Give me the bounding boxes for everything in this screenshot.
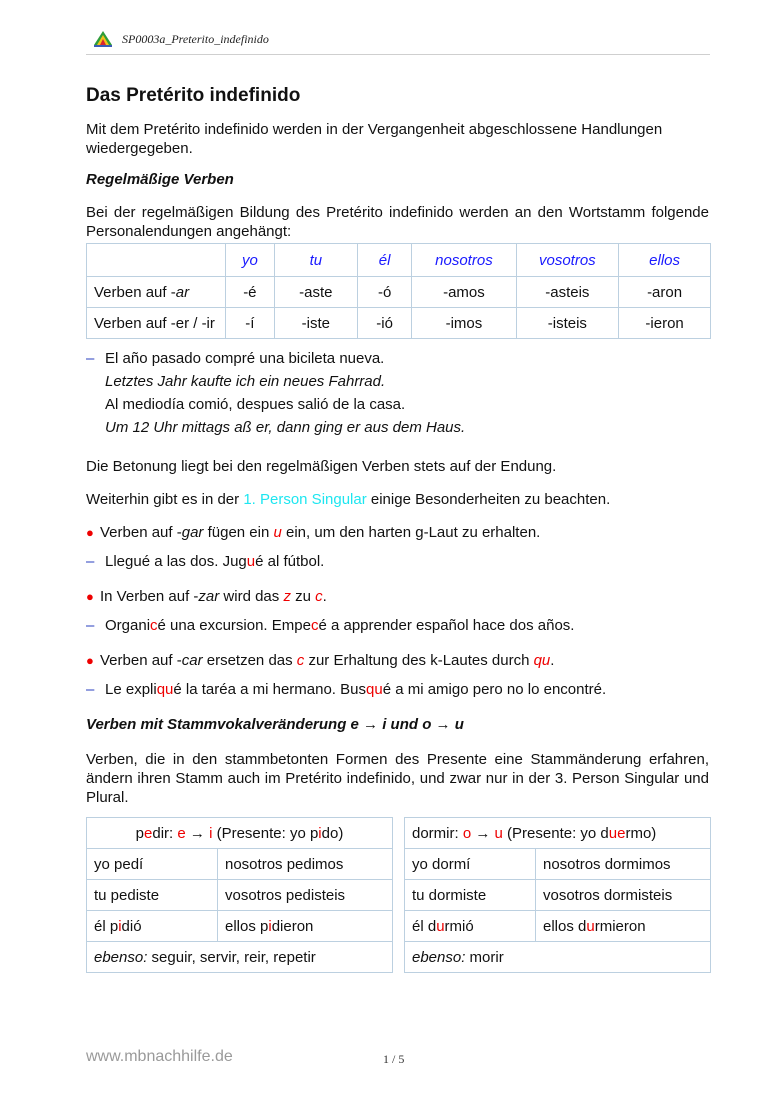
main-content	[86, 84, 709, 973]
conj-cell: él pidió	[87, 911, 218, 942]
intro-text: Mit dem Pretérito indefinido werden in der Vergangenheit abgeschlossene Handlungen wiedergegeben.	[86, 121, 663, 157]
endings-header-tu: tu	[274, 244, 357, 277]
conj-cell: nosotros pedimos	[218, 849, 393, 880]
endings-header-el: él	[357, 244, 411, 277]
stem-tables	[86, 817, 711, 973]
endings-cell: -ió	[357, 308, 411, 339]
conj-cell: ellos pidieron	[218, 911, 393, 942]
endings-row-label: Verben auf -ar	[87, 277, 226, 308]
bullet-icon: ●	[86, 589, 94, 604]
pedir-ebenso: ebenso: seguir, servir, reir, repetir	[87, 942, 393, 973]
highlight-first-person: 1. Person Singular	[243, 491, 367, 508]
endings-cell: -é	[226, 277, 275, 308]
endings-table	[86, 243, 711, 339]
example-de: Letztes Jahr kaufte ich ein neues Fahrrad.	[105, 373, 386, 390]
example-gar: – Llegué a las dos. Jugué al fútbol.	[86, 553, 325, 570]
endings-cell: -imos	[412, 308, 516, 339]
endings-cell: -ieron	[619, 308, 711, 339]
document-id: SP0003a_Preterito_indefinido	[122, 31, 269, 46]
dormir-ebenso: ebenso: morir	[405, 942, 711, 973]
endings-cell: -ó	[357, 277, 411, 308]
endings-header-nosotros: nosotros	[412, 244, 516, 277]
conj-cell: tu pediste	[87, 880, 218, 911]
section-heading-regular: Regelmäßige Verben	[86, 171, 234, 188]
endings-header-empty	[87, 244, 226, 277]
endings-row-ar	[87, 277, 711, 308]
example-car: – Le expliqué la taréa a mi hermano. Busqué a mi amigo pero no lo encontré.	[86, 681, 607, 698]
example-es: Al mediodía comió, despues salió de la casa.	[105, 396, 406, 413]
regular-examples	[86, 347, 709, 439]
endings-header-vosotros: vosotros	[516, 244, 619, 277]
page-header	[92, 26, 269, 52]
conj-cell: vosotros pedisteis	[218, 880, 393, 911]
endings-header-ellos: ellos	[619, 244, 711, 277]
conj-cell: vosotros dormisteis	[536, 880, 711, 911]
dormir-title: dormir: o → u (Presente: yo duermo)	[405, 818, 711, 849]
stem-change-text: Verben, die in den stammbetonten Formen des Presente eine Stammänderung erfahren, ändern ihren Stamm auch im Pretérito indefinido, und zwar nur in der 3. Person Singular und Plural.	[86, 751, 709, 806]
endings-cell: -amos	[412, 277, 516, 308]
example-zar: – Organicé una excursion. Empecé a apprender español hace dos años.	[86, 617, 575, 634]
stress-note: Die Betonung liegt bei den regelmäßigen Verben stets auf der Endung.	[86, 458, 557, 475]
bullet-icon: ●	[86, 653, 94, 668]
conj-cell: él durmió	[405, 911, 536, 942]
section-heading-stem-change: Verben mit Stammvokalveränderung e → i und o → u	[86, 716, 464, 733]
conj-cell: yo dormí	[405, 849, 536, 880]
example-es: El año pasado compré una bicileta nueva.	[105, 350, 385, 367]
mbnachhilfe-logo-icon	[92, 30, 114, 48]
page-title: Das Pretérito indefinido	[86, 85, 301, 106]
regular-text: Bei der regelmäßigen Bildung des Pretérito indefinido werden an den Wortstamm folgende Personalendungen angehängt:	[86, 204, 709, 240]
page-number: 1 / 5	[383, 1052, 405, 1066]
endings-cell: -isteis	[516, 308, 619, 339]
endings-cell: -iste	[274, 308, 357, 339]
rule-zar: ● In Verben auf -zar wird das z zu c.	[86, 588, 327, 605]
conj-cell: tu dormiste	[405, 880, 536, 911]
conj-cell: nosotros dormimos	[536, 849, 711, 880]
rule-car: ● Verben auf -car ersetzen das c zur Erhaltung des k-Lautes durch qu.	[86, 652, 555, 669]
dash-marker: –	[86, 350, 95, 367]
example-de: Um 12 Uhr mittags aß er, dann ging er aus dem Haus.	[105, 419, 466, 436]
endings-row-label: Verben auf -er / -ir	[87, 308, 226, 339]
endings-cell: -asteis	[516, 277, 619, 308]
header-divider	[86, 54, 710, 55]
endings-row-er-ir	[87, 308, 711, 339]
pedir-table	[86, 817, 393, 973]
endings-header-row	[87, 244, 711, 277]
conj-cell: yo pedí	[87, 849, 218, 880]
pedir-title: pedir: e → i (Presente: yo pido)	[87, 818, 393, 849]
footer-website: www.mbnachhilfe.de	[86, 1048, 233, 1065]
endings-cell: -aron	[619, 277, 711, 308]
endings-cell: -aste	[274, 277, 357, 308]
bullet-icon: ●	[86, 525, 94, 540]
rule-gar: ● Verben auf -gar fügen ein u ein, um den harten g-Laut zu erhalten.	[86, 524, 541, 541]
dormir-table	[404, 817, 711, 973]
conj-cell: ellos durmieron	[536, 911, 711, 942]
special-note: Weiterhin gibt es in der 1. Person Singular einige Besonderheiten zu beachten.	[86, 491, 611, 508]
endings-header-yo: yo	[226, 244, 275, 277]
endings-cell: -í	[226, 308, 275, 339]
